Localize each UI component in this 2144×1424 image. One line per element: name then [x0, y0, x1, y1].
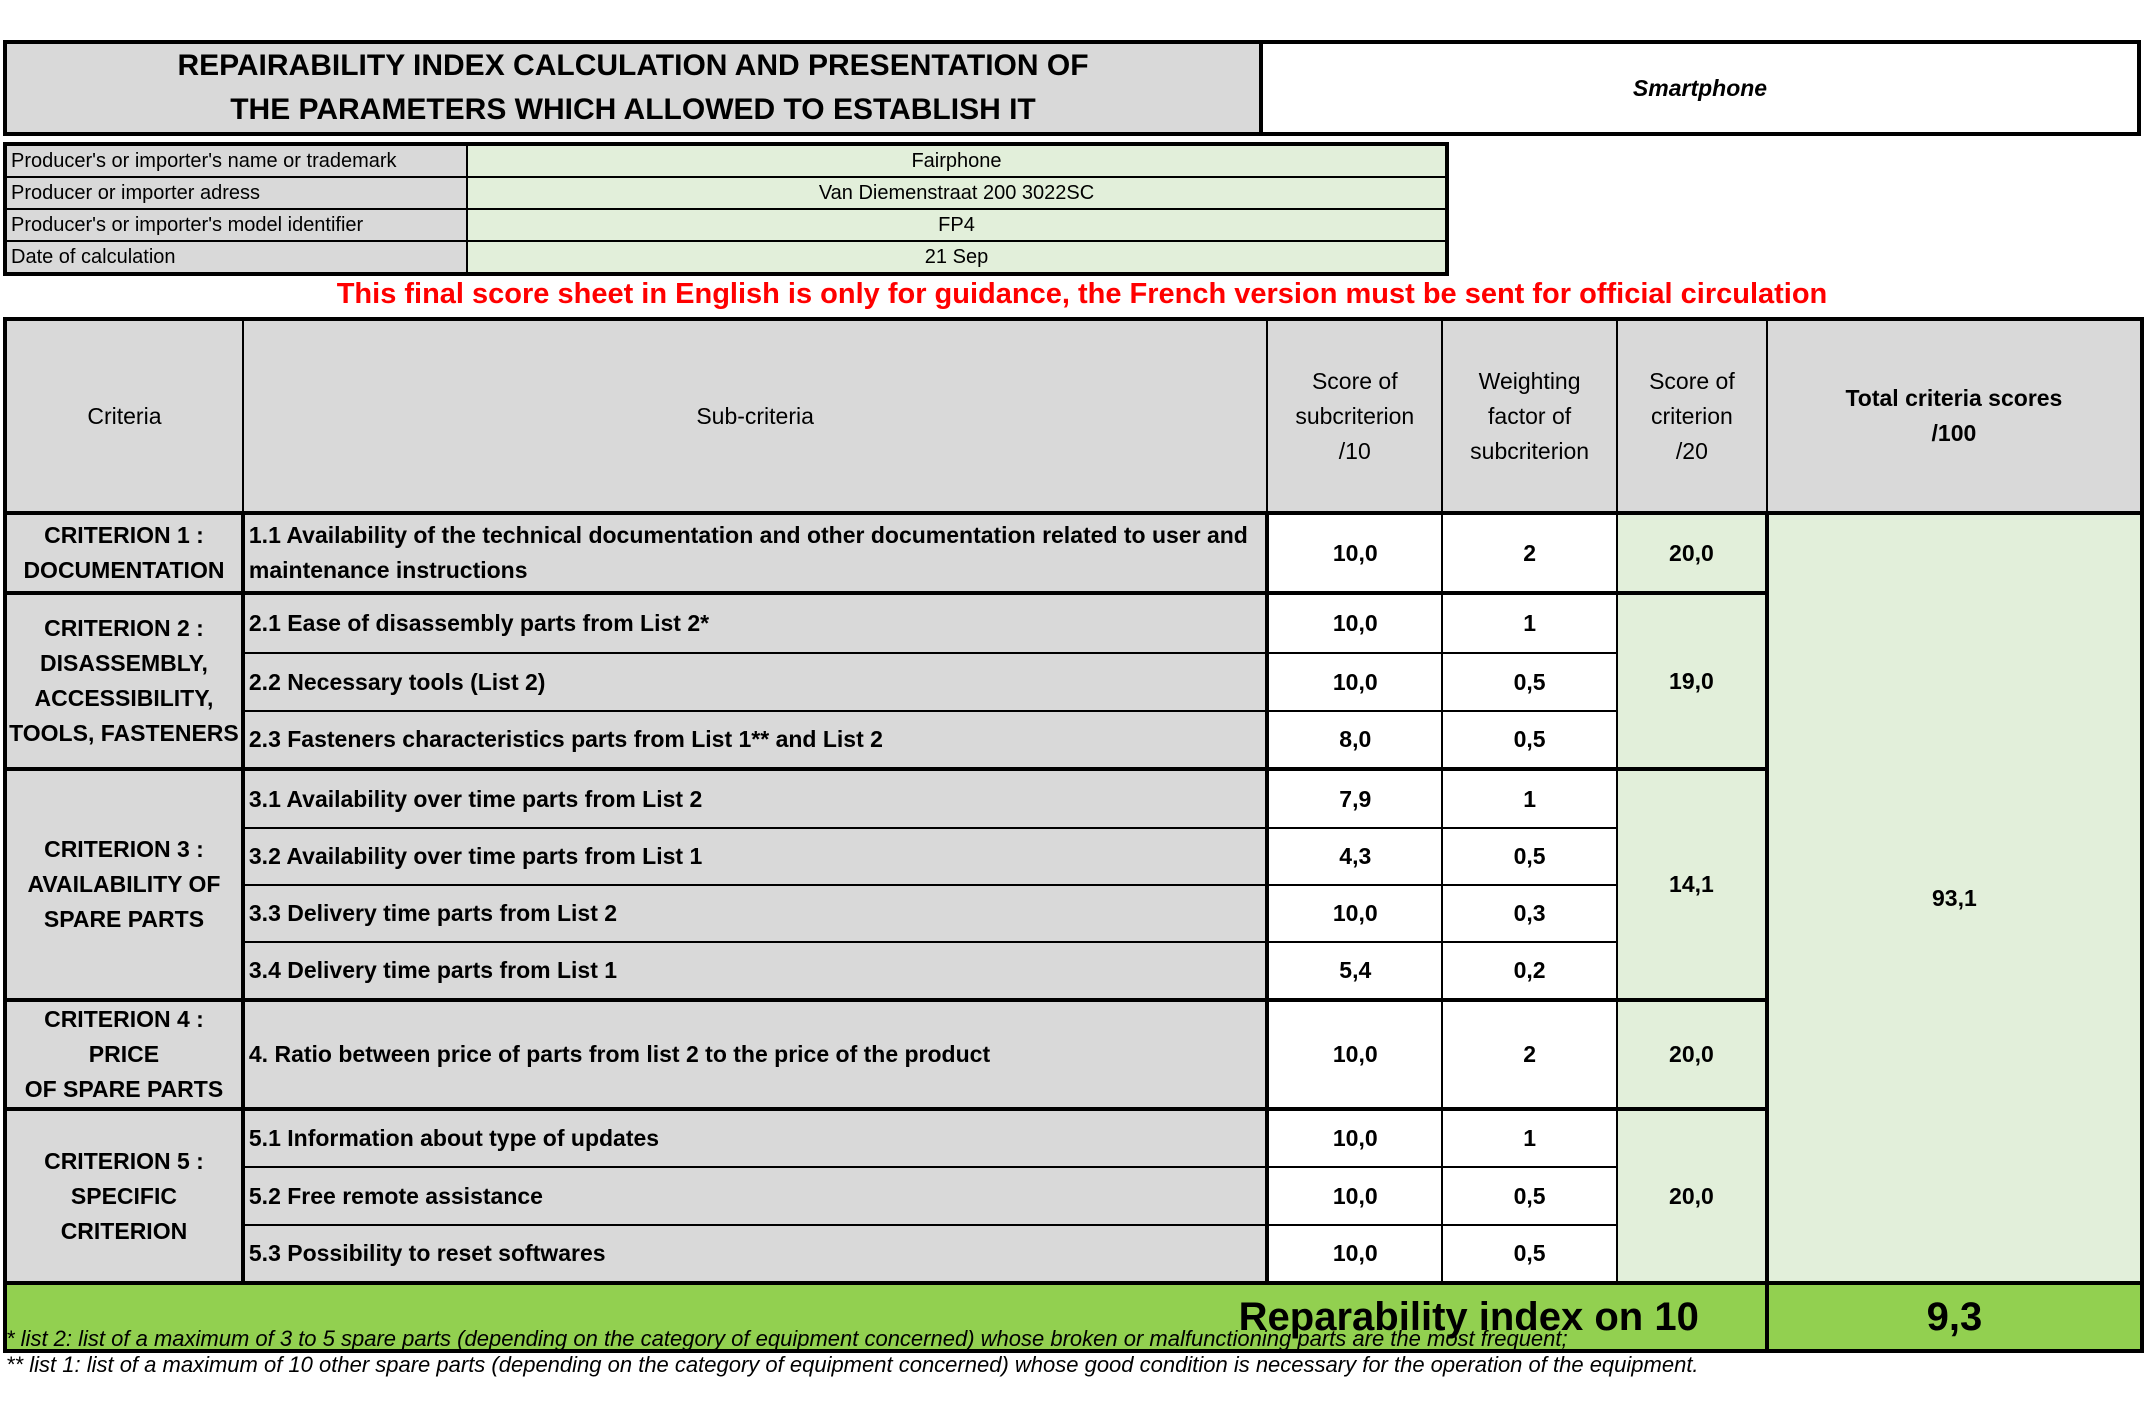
product-type: Smartphone: [1263, 40, 2141, 136]
criterion-3-score: 14,1: [1617, 769, 1767, 1000]
subcriteria-header: Sub-criteria: [243, 319, 1267, 513]
subcriterion-score: 5,4: [1267, 942, 1442, 1000]
info-label: Producer's or importer's name or trademark: [5, 144, 467, 177]
info-row: [5, 209, 1447, 241]
guidance-notice-text: This final score sheet in English is only for guidance, the French version must be sent for official circulation: [336, 278, 1828, 310]
subcriterion-score: 10,0: [1267, 1225, 1442, 1283]
subcriterion-weight: 1: [1442, 593, 1617, 653]
info-value: 21 Sep: [467, 241, 1447, 274]
subcriterion-label: 2.1 Ease of disassembly parts from List 2*: [243, 593, 1267, 653]
guidance-notice: [0, 278, 2144, 311]
info-label: Producer's or importer's model identifier: [5, 209, 467, 241]
subcriterion-score: 10,0: [1267, 653, 1442, 711]
subcriterion-label: 2.2 Necessary tools (List 2): [243, 653, 1267, 711]
subcriterion-weight: 1: [1442, 769, 1617, 828]
subcriterion-label: 3.2 Availability over time parts from List 1: [243, 828, 1267, 885]
subcriterion-weight: 0,5: [1442, 828, 1617, 885]
info-label: Producer or importer adress: [5, 177, 467, 209]
subcriterion-label: 5.3 Possibility to reset softwares: [243, 1225, 1267, 1283]
criterion-5-name: CRITERION 5 : SPECIFIC CRITERION: [5, 1109, 243, 1283]
subcriterion-score: 8,0: [1267, 711, 1442, 769]
info-value: Fairphone: [467, 144, 1447, 177]
footnote-list-1: ** list 1: list of a maximum of 10 other spare parts (depending on the category of equipment concerned) whose good condition is necessary for the operation of the equipment.: [6, 1352, 1699, 1377]
criterion-5-score: 20,0: [1617, 1109, 1767, 1283]
subcriterion-label: 3.3 Delivery time parts from List 2: [243, 885, 1267, 942]
reparability-index-label: Reparability index on 10: [5, 1283, 1767, 1351]
criterion-3-name: CRITERION 3 : AVAILABILITY OF SPARE PARTS: [5, 769, 243, 1000]
criterion-1-name: CRITERION 1 : DOCUMENTATION: [5, 513, 243, 593]
criterion-4-name: CRITERION 4 : PRICE OF SPARE PARTS: [5, 1000, 243, 1109]
subcriterion-score-header: Score of subcriterion /10: [1267, 319, 1442, 513]
footnotes: [6, 1326, 1699, 1378]
sheet-title-line1: REPAIRABILITY INDEX CALCULATION AND PRESENTATION OF: [177, 49, 1089, 82]
subcriterion-label: 3.1 Availability over time parts from List 2: [243, 769, 1267, 828]
info-row: [5, 144, 1447, 177]
subcriterion-label: 5.1 Information about type of updates: [243, 1109, 1267, 1167]
sheet-title: [3, 40, 1263, 136]
subcriterion-score: 10,0: [1267, 1109, 1442, 1167]
reparability-index-value: 9,3: [1767, 1283, 2142, 1351]
subcriterion-score: 10,0: [1267, 1000, 1442, 1109]
subcriterion-weight: 1: [1442, 1109, 1617, 1167]
producer-info-table: [3, 142, 1449, 276]
subcriterion-label: 2.3 Fasteners characteristics parts from List 1** and List 2: [243, 711, 1267, 769]
footnote-list-2: * list 2: list of a maximum of 3 to 5 spare parts (depending on the category of equipment concerned) whose broken or malfunctioning parts are the most frequent;: [6, 1326, 1568, 1351]
criterion-score-header: Score of criterion /20: [1617, 319, 1767, 513]
header-row: [5, 319, 2142, 513]
criterion-2-name: CRITERION 2 : DISASSEMBLY, ACCESSIBILITY, TOOLS, FASTENERS: [5, 593, 243, 769]
criterion-4-score: 20,0: [1617, 1000, 1767, 1109]
criterion-2-score: 19,0: [1617, 593, 1767, 769]
info-row: [5, 241, 1447, 274]
subcriterion-score: 10,0: [1267, 885, 1442, 942]
info-value: Van Diemenstraat 200 3022SC: [467, 177, 1447, 209]
info-label: Date of calculation: [5, 241, 467, 274]
info-row: [5, 177, 1447, 209]
weighting-header: Weighting factor of subcriterion: [1442, 319, 1617, 513]
criteria-header: Criteria: [5, 319, 243, 513]
subcriterion-weight: 0,5: [1442, 653, 1617, 711]
total-criteria-score: 93,1: [1767, 513, 2142, 1283]
total-header: Total criteria scores /100: [1767, 319, 2142, 513]
sheet-title-line2: THE PARAMETERS WHICH ALLOWED TO ESTABLISH IT: [230, 93, 1036, 126]
subcriterion-label: 5.2 Free remote assistance: [243, 1167, 1267, 1225]
subcriterion-score: 7,9: [1267, 769, 1442, 828]
subcriterion-weight: 0,5: [1442, 711, 1617, 769]
score-table: [3, 317, 2144, 1353]
subcriterion-score: 10,0: [1267, 593, 1442, 653]
subcriterion-label: 4. Ratio between price of parts from list 2 to the price of the product: [243, 1000, 1267, 1109]
subcriterion-score: 10,0: [1267, 1167, 1442, 1225]
subcriterion-score: 4,3: [1267, 828, 1442, 885]
subcriterion-weight: 0,3: [1442, 885, 1617, 942]
subcriterion-weight: 0,5: [1442, 1167, 1617, 1225]
subcriterion-label: 3.4 Delivery time parts from List 1: [243, 942, 1267, 1000]
subcriterion-score: 10,0: [1267, 513, 1442, 593]
subcriterion-weight: 2: [1442, 513, 1617, 593]
subcriterion-weight: 0,2: [1442, 942, 1617, 1000]
criterion-1-score: 20,0: [1617, 513, 1767, 593]
subcriterion-weight: 2: [1442, 1000, 1617, 1109]
info-value: FP4: [467, 209, 1447, 241]
subcriterion-weight: 0,5: [1442, 1225, 1617, 1283]
subcriterion-label: 1.1 Availability of the technical documentation and other documentation related to user and maintenance instructions: [243, 513, 1267, 593]
table-row: [5, 513, 2142, 593]
